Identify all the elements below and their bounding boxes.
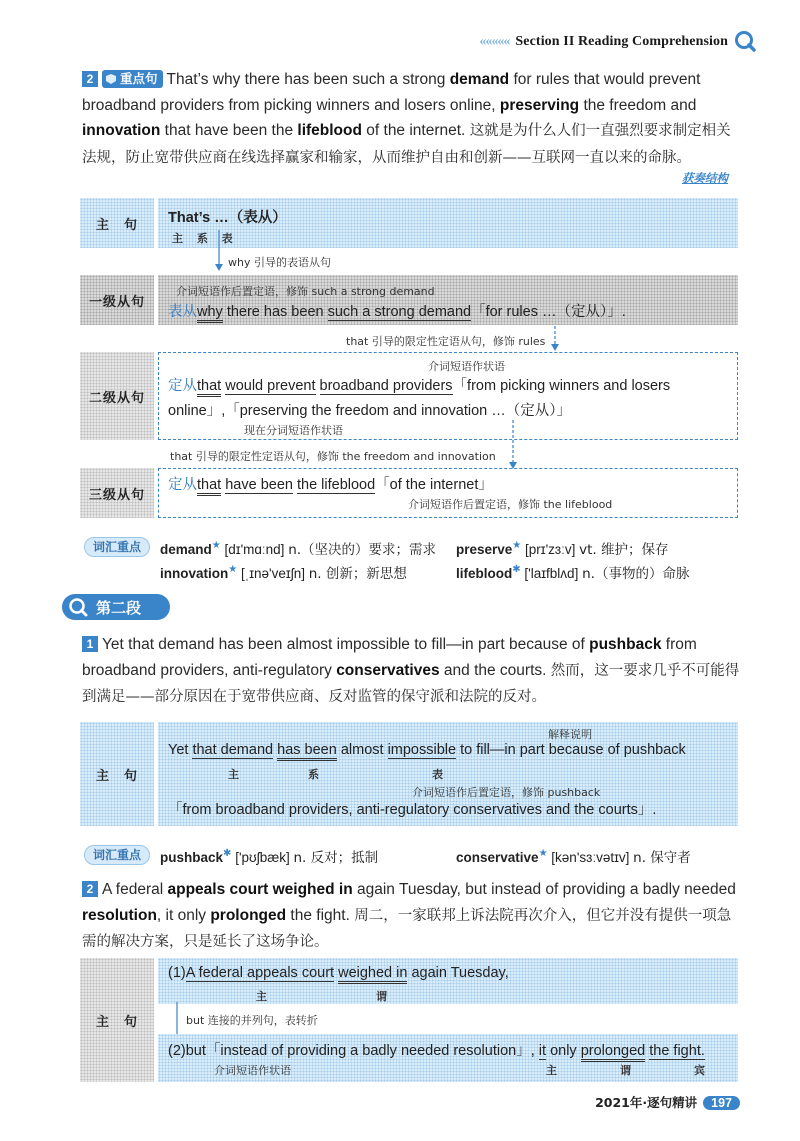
star-icon: ★ [538, 848, 548, 859]
a3-sub2-bin: 宾 [694, 1064, 705, 1077]
header-title: Section II Reading Comprehension [515, 34, 728, 49]
a2-almost: almost [336, 742, 388, 758]
vocab1-w2d: vt. 维护；保存 [579, 542, 669, 558]
vocab1-w4p: ['laɪfblʌd] [524, 566, 579, 581]
analysis3-line1 [168, 965, 509, 981]
vocab1-entry2 [456, 538, 669, 558]
key-icon [104, 72, 118, 86]
level2-that: that [197, 378, 221, 397]
vocab2-entry1 [160, 846, 378, 866]
level2-would: would prevent [225, 378, 316, 394]
a2-sub-biao: 表 [432, 768, 443, 781]
level3-note: 介词短语作后置定语，修饰 the lifeblood [408, 498, 613, 511]
vocab1-w1: demand [160, 542, 212, 557]
paragraph-2-1 [82, 632, 740, 711]
p2-word-pushback: pushback [589, 636, 662, 653]
a3-l2-pre: (2)but「instead of providing a badly needed resolution」, [168, 1043, 539, 1059]
level2-prefix: 定从 [168, 378, 197, 394]
p3-text1: A federal [102, 881, 168, 898]
p1-text1: That’s why there has been such a strong [166, 71, 450, 88]
a2-sub-zhu: 主 [228, 768, 239, 781]
level2-note: 介词短语作状语 [428, 360, 505, 373]
vocab1-tag: 词汇重点 [84, 537, 150, 557]
arrow-down-icon [548, 326, 562, 352]
magnifier-logo-icon [734, 30, 756, 52]
a2-yet: Yet [168, 742, 193, 758]
main-clause-roles: 主 系 表 [172, 232, 238, 245]
star-icon: ★ [512, 540, 522, 551]
vocab2-tag-wrap [84, 845, 150, 865]
page-footer [595, 1093, 740, 1111]
level1-such: such a strong demand [327, 304, 472, 320]
a3-l1-pre: (1) [168, 965, 186, 981]
star-icon: ✱ [223, 848, 232, 859]
vocab1-w4: lifeblood [456, 566, 513, 581]
main-clause-text: That’s …（表从） [168, 210, 287, 226]
p2-text2: from broadband providers, anti-regulatory [82, 636, 697, 679]
p1-word-innovation: innovation [82, 122, 161, 139]
a3-l1-verb: weighed in [338, 965, 407, 984]
sentence-number: 2 [82, 881, 98, 897]
analysis2-label: 主 句 [80, 722, 154, 826]
star-icon: ★ [211, 540, 221, 551]
level3-label: 三级从句 [80, 468, 154, 518]
level2-note2: 现在分词短语作状语 [244, 424, 343, 437]
vocab1-w1d: n.（坚决的）要求；需求 [288, 542, 437, 558]
p3-translation: 周二，一家联邦上诉法院再次介入，但它并没有提供一项急需的解决方案，只是延长了这场争论。 [82, 907, 732, 950]
key-sentence-label: 重点句 [120, 72, 158, 86]
level1-label: 一级从句 [80, 275, 154, 325]
a3-l2-prol: prolonged [581, 1043, 646, 1062]
vocab1-entry3 [160, 562, 407, 582]
level1-mid: there has been [222, 304, 328, 320]
paragraph-key-sentence [82, 67, 740, 171]
level3-tail: 「of the internet」 [375, 477, 493, 493]
sentence-number: 2 [82, 71, 98, 87]
vocab1-w3: innovation [160, 566, 229, 581]
header-arrows: ««««« [479, 34, 510, 49]
vocab2-w1d: n. 反对；抵制 [293, 850, 379, 866]
vocab1-w3d: n. 创新；新思想 [308, 566, 407, 582]
a3-l1-subj: A federal appeals court [185, 965, 335, 981]
vocab1-w2: preserve [456, 542, 513, 557]
structure-link[interactable]: 获奏结构 [682, 173, 728, 185]
analysis2-note-top: 解释说明 [548, 728, 592, 741]
vocab2-w2p: [kən'sɜːvətɪv] [551, 850, 630, 865]
p2-word-conservatives: conservatives [336, 661, 440, 679]
paragraph-2-2 [82, 877, 740, 956]
vocab1-w3p: [ˌɪnə'veɪʃn] [240, 566, 305, 581]
level3-have: have been [225, 477, 293, 493]
running-header [479, 34, 728, 50]
level2-line2: online」,「preserving the freedom and innovation …（定从）」 [168, 403, 571, 419]
analysis2-line2: 「from broadband providers, anti-regulatory conservatives and the courts」. [168, 802, 657, 818]
a2-that: that demand [192, 742, 274, 758]
arrow-down-icon [212, 230, 226, 272]
a3-sub-wei: 谓 [376, 990, 387, 1003]
arrow2-note: that 引导的限定性定语从句，修饰 rules [346, 335, 546, 348]
level1-prefix: 表从 [168, 304, 197, 320]
level1-note: 介词短语作后置定语，修饰 such a strong demand [176, 285, 435, 298]
p1-word-demand: demand [449, 71, 510, 88]
vocab2-w1: pushback [160, 850, 224, 865]
vocab1-w4d: n.（事物的）命脉 [582, 566, 690, 582]
p3-word-resolution: resolution [82, 906, 157, 924]
analysis2-line1 [168, 742, 686, 758]
section-heading [62, 594, 170, 620]
section-title: 第二段 [96, 599, 142, 617]
a2-tail: to fill—in part because of pushback [456, 742, 686, 758]
vocab2-tag: 词汇重点 [84, 845, 150, 865]
vocab1-tag-wrap [84, 537, 150, 557]
p1-word-preserving: preserving [499, 96, 580, 114]
analysis3-mid: but 连接的并列句，表转折 [186, 1014, 318, 1027]
analysis3-note: 介词短语作状语 [214, 1064, 291, 1077]
level3-text [168, 473, 493, 494]
p2-translation: 然而，这一要求几乎不可能得到满足——部分原因在于宽带供应商、反对监管的保守派和法院的反对。 [82, 662, 740, 705]
level2-tail: 「from picking winners and losers [452, 378, 671, 394]
level3-the: the lifeblood [296, 477, 376, 493]
vocab2-w2d: n. 保守者 [633, 850, 691, 866]
p3-text3: , it only [156, 906, 211, 924]
arrow-down-icon [506, 420, 520, 470]
level3-prefix: 定从 [168, 477, 197, 493]
vocab1-entry4 [456, 562, 689, 582]
p3-text2: again Tuesday, but instead of providing a badly needed [352, 881, 736, 898]
level3-that: that [197, 477, 221, 496]
a3-l2-only: only [546, 1043, 581, 1059]
level2-bp: broadband providers [319, 378, 453, 394]
connector-line [172, 1002, 182, 1036]
analysis3-label: 主 句 [80, 958, 154, 1082]
page-number: 197 [703, 1096, 740, 1110]
vocab2-entry2 [456, 846, 691, 866]
arrow1-note: why 引导的表语从句 [228, 256, 331, 269]
level1-text [168, 300, 626, 321]
a3-l2-fight: the fight. [649, 1043, 705, 1059]
star-icon: ✱ [512, 564, 521, 575]
a3-sub2-wei: 谓 [620, 1064, 631, 1077]
a3-l1-tail: again Tuesday, [407, 965, 509, 981]
p1-text4: that have been the [160, 122, 298, 139]
a3-l2-it: it [538, 1043, 547, 1059]
p3-word-prolonged: prolonged [210, 906, 287, 924]
level1-tail: 「for rules …（定从）」. [471, 304, 626, 320]
a2-has: has been [277, 742, 337, 761]
sentence-number: 1 [82, 636, 98, 652]
main-clause-label: 主 句 [80, 198, 154, 248]
search-icon [68, 597, 90, 617]
p1-word-lifeblood: lifeblood [297, 122, 362, 139]
vocab2-w2: conservative [456, 850, 539, 865]
p1-text2: for rules that would prevent broadband providers from picking winners and losers online, [82, 71, 701, 114]
a3-sub2-zhu: 主 [546, 1064, 557, 1077]
vocab1-w1p: [dɪ'mɑːnd] [224, 542, 285, 557]
star-icon: ★ [228, 564, 238, 575]
footer-text: 2021年·逐句精讲 [595, 1095, 698, 1110]
a2-sub-xi: 系 [308, 768, 319, 781]
p1-translation: 这就是为什么人们一直强烈要求制定相关法规，防止宽带供应商在线选择赢家和输家，从而维护自由和创新——互联网一直以来的命脉。 [82, 123, 731, 166]
p1-text3: the freedom and [579, 96, 697, 114]
key-sentence-tag [102, 70, 163, 88]
vocab2-w1p: ['pʊʃbæk] [235, 850, 290, 865]
vocab1-w2p: [prɪ'zɜːv] [525, 542, 576, 557]
level2-label: 二级从句 [80, 352, 154, 440]
arrow3-note: that 引导的限定性定语从句，修饰 the freedom and innovation [170, 450, 496, 463]
p3-text4: the fight. [286, 906, 355, 924]
p2-text3: and the courts. [439, 661, 551, 679]
a2-imp: impossible [387, 742, 457, 758]
level2-text [168, 374, 670, 395]
p2-text1: Yet that demand has been almost impossible to fill—in part because of [102, 636, 590, 653]
a3-sub-zhu: 主 [256, 990, 267, 1003]
p1-text5: of the internet. [361, 122, 470, 139]
vocab1-entry1 [160, 538, 436, 558]
analysis2-note-mid: 介词短语作后置定语，修饰 pushback [412, 786, 601, 799]
analysis3-line2 [168, 1039, 705, 1060]
level1-why: why [197, 304, 223, 323]
p3-word-appeals: appeals court weighed in [167, 881, 353, 898]
